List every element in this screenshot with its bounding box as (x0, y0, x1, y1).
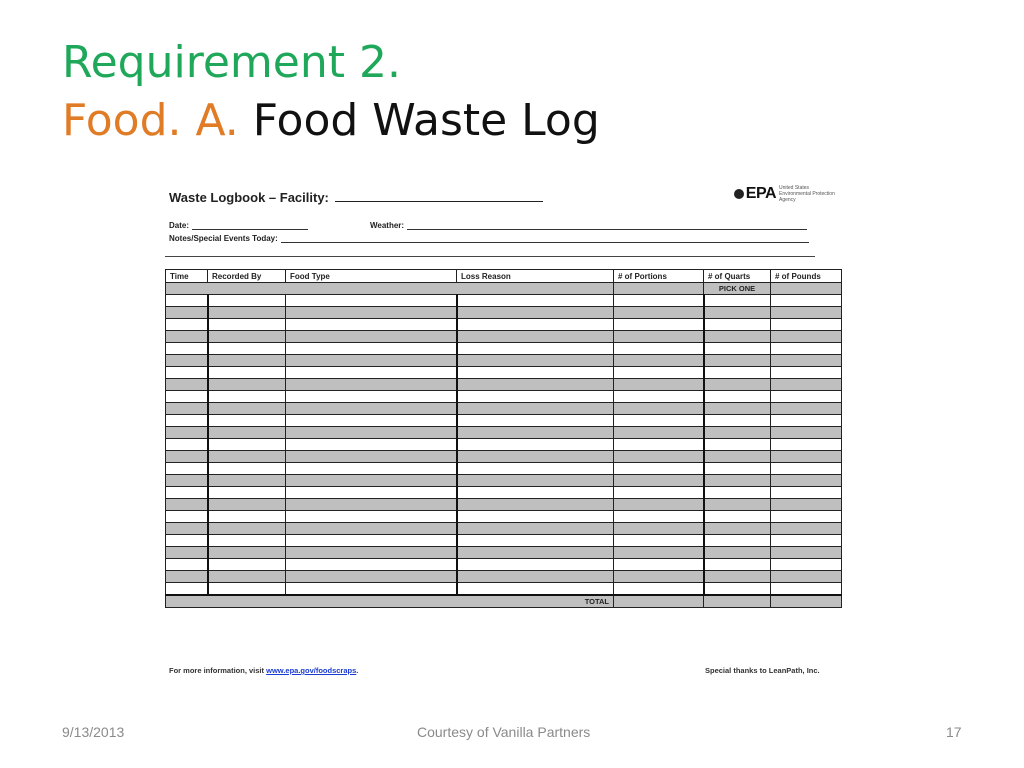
footer-page-number: 17 (946, 724, 962, 740)
table-row (166, 355, 842, 367)
table-cell (704, 415, 771, 427)
table-cell (614, 499, 704, 511)
table-row (166, 499, 842, 511)
table-cell (771, 439, 842, 451)
table-cell (704, 295, 771, 307)
table-row (166, 415, 842, 427)
table-cell (208, 499, 286, 511)
table-cell (286, 379, 457, 391)
logbook-heading: Waste Logbook – Facility: (169, 189, 543, 205)
table-row (166, 403, 842, 415)
table-cell (286, 583, 457, 596)
table-cell (704, 331, 771, 343)
table-cell (614, 343, 704, 355)
date-line (192, 221, 308, 230)
table-cell (208, 439, 286, 451)
table-cell (208, 403, 286, 415)
table-cell (208, 583, 286, 596)
table-cell (208, 571, 286, 583)
table-cell (457, 367, 614, 379)
table-cell (286, 427, 457, 439)
table-cell (457, 415, 614, 427)
table-cell (771, 343, 842, 355)
table-cell (704, 463, 771, 475)
table-cell (208, 355, 286, 367)
table-cell (704, 343, 771, 355)
table-row (166, 571, 842, 583)
table-cell (771, 571, 842, 583)
table-cell (286, 571, 457, 583)
table-cell (286, 463, 457, 475)
table-cell (166, 367, 208, 379)
table-cell (614, 571, 704, 583)
table-cell (286, 499, 457, 511)
table-cell (457, 343, 614, 355)
table-row (166, 451, 842, 463)
table-cell (457, 583, 614, 596)
table-cell (166, 475, 208, 487)
table-row (166, 523, 842, 535)
notes-field: Notes/Special Events Today: (169, 234, 809, 243)
thanks-text: Special thanks to LeanPath, Inc. (705, 666, 820, 675)
col-loss-reason: Loss Reason (457, 270, 614, 283)
table-cell (614, 391, 704, 403)
table-cell (704, 511, 771, 523)
epa-flower-icon (734, 189, 744, 199)
total-row (166, 595, 842, 608)
footer-date: 9/13/2013 (62, 724, 125, 740)
table-cell (166, 319, 208, 331)
table-cell (286, 343, 457, 355)
col-pounds: # of Pounds (771, 270, 842, 283)
waste-logbook-document (165, 180, 841, 680)
table-cell (208, 535, 286, 547)
weather-field: Weather: (370, 221, 807, 230)
notes-line (281, 234, 809, 243)
table-cell (704, 439, 771, 451)
table-cell (614, 331, 704, 343)
table-row (166, 439, 842, 451)
table-cell (704, 475, 771, 487)
table-cell (771, 499, 842, 511)
footer-courtesy: Courtesy of Vanilla Partners (417, 724, 591, 740)
table-cell (208, 319, 286, 331)
table-cell (704, 559, 771, 571)
table-cell (704, 499, 771, 511)
table-cell (166, 487, 208, 499)
table-cell (286, 415, 457, 427)
table-cell (286, 547, 457, 559)
table-cell (208, 379, 286, 391)
table-row (166, 331, 842, 343)
table-cell (704, 547, 771, 559)
table-cell (457, 571, 614, 583)
table-cell (457, 547, 614, 559)
table-row (166, 463, 842, 475)
table-cell (166, 379, 208, 391)
table-cell (771, 403, 842, 415)
table-cell (457, 475, 614, 487)
table-cell (286, 451, 457, 463)
table-cell (614, 295, 704, 307)
table-cell (457, 523, 614, 535)
date-field: Date: (169, 221, 308, 230)
table-cell (286, 391, 457, 403)
table-cell (704, 427, 771, 439)
waste-log-table (165, 269, 842, 608)
title-line-food (62, 92, 600, 150)
table-cell (457, 439, 614, 451)
table-cell (457, 379, 614, 391)
table-cell (286, 535, 457, 547)
table-cell (286, 559, 457, 571)
table-cell (286, 475, 457, 487)
table-row (166, 475, 842, 487)
table-cell (166, 463, 208, 475)
table-cell (457, 559, 614, 571)
table-cell (457, 307, 614, 319)
table-cell (771, 451, 842, 463)
table-cell (614, 403, 704, 415)
facility-blank (335, 189, 543, 202)
table-row (166, 547, 842, 559)
pick-one-label: PICK ONE (704, 283, 771, 295)
table-cell (704, 487, 771, 499)
table-cell (614, 415, 704, 427)
table-cell (208, 367, 286, 379)
table-cell (208, 559, 286, 571)
table-cell (614, 535, 704, 547)
table-cell (614, 511, 704, 523)
table-cell (771, 319, 842, 331)
table-cell (457, 319, 614, 331)
table-cell (457, 487, 614, 499)
table-cell (704, 403, 771, 415)
table-cell (166, 391, 208, 403)
table-cell (166, 343, 208, 355)
table-cell (166, 403, 208, 415)
table-row (166, 487, 842, 499)
table-cell (166, 523, 208, 535)
total-label: TOTAL (166, 595, 614, 608)
table-cell (614, 367, 704, 379)
table-cell (704, 319, 771, 331)
table-cell (614, 523, 704, 535)
pick-one-row (166, 283, 842, 295)
table-cell (771, 475, 842, 487)
table-row (166, 583, 842, 596)
table-cell (771, 487, 842, 499)
table-cell (614, 451, 704, 463)
table-cell (614, 427, 704, 439)
table-cell (166, 439, 208, 451)
table-cell (704, 451, 771, 463)
table-cell (457, 511, 614, 523)
epa-logo (734, 185, 839, 203)
table-cell (208, 475, 286, 487)
table-cell (771, 355, 842, 367)
table-cell (457, 295, 614, 307)
epa-mark: EPA (734, 185, 776, 203)
table-cell (457, 451, 614, 463)
col-food-type: Food Type (286, 270, 457, 283)
table-cell (166, 415, 208, 427)
table-cell (457, 427, 614, 439)
table-cell (166, 559, 208, 571)
table-row (166, 379, 842, 391)
table-row (166, 511, 842, 523)
table-cell (286, 439, 457, 451)
table-cell (704, 379, 771, 391)
table-cell (286, 295, 457, 307)
table-cell (166, 331, 208, 343)
table-cell (704, 523, 771, 535)
table-row (166, 295, 842, 307)
table-cell (771, 547, 842, 559)
table-cell (704, 583, 771, 596)
table-cell (771, 463, 842, 475)
table-cell (166, 547, 208, 559)
weather-line (407, 221, 807, 230)
table-cell (614, 319, 704, 331)
table-cell (457, 535, 614, 547)
table-cell (208, 343, 286, 355)
table-cell (704, 571, 771, 583)
table-cell (166, 295, 208, 307)
table-cell (166, 535, 208, 547)
title-main: Food Waste Log (252, 95, 600, 146)
table-cell (208, 451, 286, 463)
table-cell (166, 307, 208, 319)
table-cell (286, 511, 457, 523)
table-cell (166, 499, 208, 511)
table-cell (286, 319, 457, 331)
table-cell (614, 559, 704, 571)
table-cell (614, 487, 704, 499)
table-cell (208, 415, 286, 427)
table-cell (208, 511, 286, 523)
table-cell (457, 463, 614, 475)
table-row (166, 367, 842, 379)
slide-title (62, 34, 600, 150)
table-cell (286, 403, 457, 415)
table-cell (286, 331, 457, 343)
table-cell (457, 403, 614, 415)
table-cell (704, 391, 771, 403)
table-cell (771, 427, 842, 439)
table-row (166, 343, 842, 355)
table-cell (457, 331, 614, 343)
table-row (166, 427, 842, 439)
table-cell (166, 511, 208, 523)
table-cell (614, 583, 704, 596)
table-cell (771, 379, 842, 391)
table-cell (704, 367, 771, 379)
table-cell (614, 547, 704, 559)
table-cell (457, 499, 614, 511)
col-quarts: # of Quarts (704, 270, 771, 283)
table-cell (614, 475, 704, 487)
table-cell (208, 547, 286, 559)
table-cell (286, 355, 457, 367)
table-row (166, 559, 842, 571)
table-cell (208, 523, 286, 535)
table-cell (771, 307, 842, 319)
table-cell (286, 487, 457, 499)
table-cell (208, 427, 286, 439)
table-cell (771, 511, 842, 523)
table-cell (704, 307, 771, 319)
table-cell (286, 307, 457, 319)
table-cell (771, 295, 842, 307)
col-recorded-by: Recorded By (208, 270, 286, 283)
table-cell (166, 451, 208, 463)
notes-line-2 (165, 256, 815, 257)
table-cell (771, 331, 842, 343)
epa-subtext: United States Environmental Protection Agency (779, 185, 835, 203)
more-info-text: For more information, visit www.epa.gov/foodscraps. (169, 666, 359, 675)
table-cell (457, 355, 614, 367)
table-cell (771, 415, 842, 427)
table-row (166, 307, 842, 319)
table-cell (771, 559, 842, 571)
table-cell (208, 307, 286, 319)
table-cell (166, 355, 208, 367)
table-cell (704, 535, 771, 547)
col-time: Time (166, 270, 208, 283)
title-prefix: Food. A. (62, 95, 239, 146)
table-row (166, 319, 842, 331)
table-row (166, 391, 842, 403)
table-cell (704, 355, 771, 367)
foodscraps-link[interactable]: www.epa.gov/foodscraps (266, 666, 357, 675)
table-cell (208, 331, 286, 343)
table-row (166, 535, 842, 547)
table-cell (771, 367, 842, 379)
table-cell (614, 439, 704, 451)
table-cell (614, 355, 704, 367)
table-cell (614, 379, 704, 391)
table-cell (771, 535, 842, 547)
table-cell (208, 487, 286, 499)
table-cell (166, 427, 208, 439)
table-cell (166, 583, 208, 596)
table-cell (614, 463, 704, 475)
table-cell (614, 307, 704, 319)
table-cell (771, 391, 842, 403)
table-cell (208, 463, 286, 475)
table-cell (286, 367, 457, 379)
table-cell (166, 571, 208, 583)
table-cell (208, 295, 286, 307)
title-line-requirement: Requirement 2. (62, 37, 401, 88)
table-cell (771, 583, 842, 596)
col-portions: # of Portions (614, 270, 704, 283)
table-cell (771, 523, 842, 535)
table-cell (457, 391, 614, 403)
table-cell (286, 523, 457, 535)
table-cell (208, 391, 286, 403)
table-header-row (166, 270, 842, 283)
